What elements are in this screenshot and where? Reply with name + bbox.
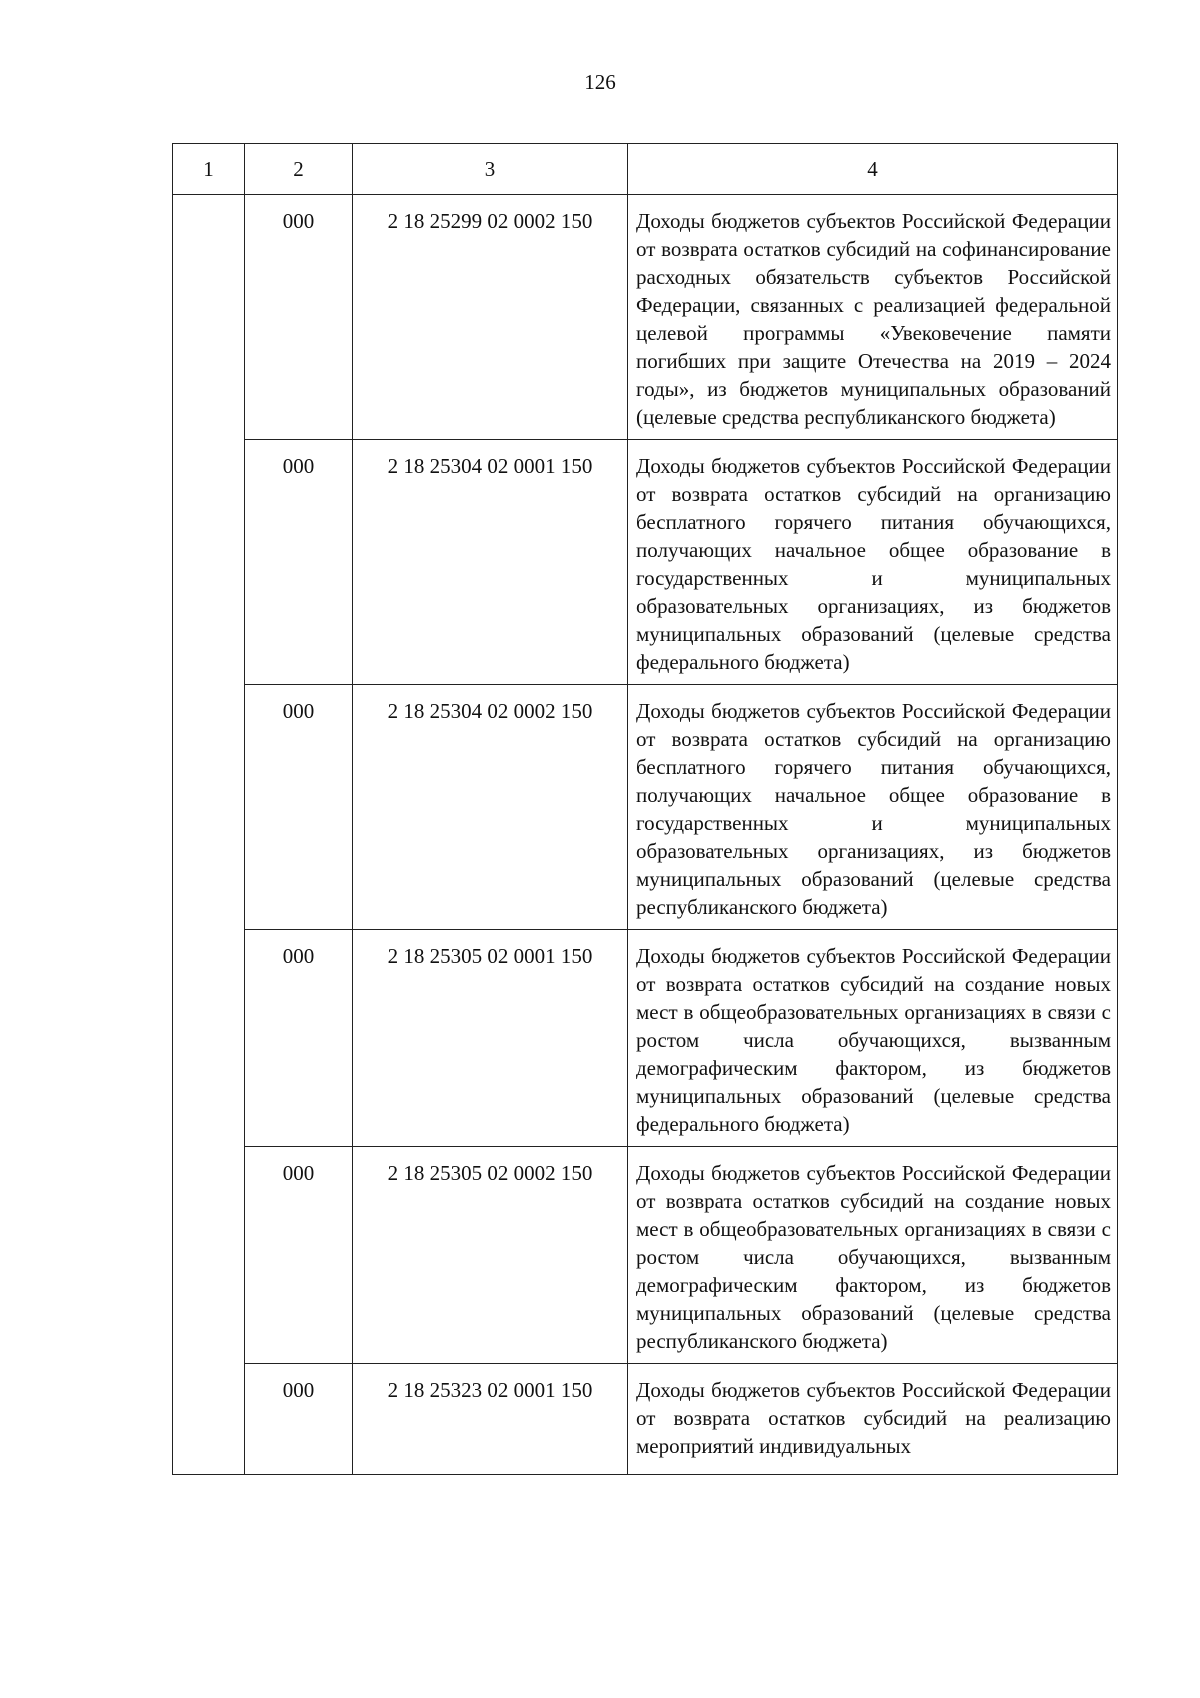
admin-code-cell: 000 [245, 1147, 353, 1364]
budget-code-cell: 2 18 25305 02 0001 150 [353, 930, 628, 1147]
table-row [173, 440, 1118, 685]
budget-revenue-table [172, 143, 1118, 1475]
header-col-1: 1 [173, 144, 245, 195]
table-row [173, 930, 1118, 1147]
empty-cell-col-1 [173, 685, 245, 930]
description-cell: Доходы бюджетов субъектов Российской Федерации от возврата остатков субсидий на создание новых мест в общеобразовательных организациях в связи с ростом числа обучающихся, вызванным демографическим фактором, из бюджетов муниципальных образований (целевые средства республиканского бюджета) [628, 1147, 1118, 1364]
header-col-2: 2 [245, 144, 353, 195]
description-cell: Доходы бюджетов субъектов Российской Федерации от возврата остатков субсидий на организацию бесплатного горячего питания обучающихся, получающих начальное общее образование в государственных и муниципальных образовательных организациях, из бюджетов муниципальных образований (целевые средства федерального бюджета) [628, 440, 1118, 685]
description-cell: Доходы бюджетов субъектов Российской Федерации от возврата остатков субсидий на софинансирование расходных обязательств субъектов Российской Федерации, связанных с реализацией федеральной целевой программы «Увековечение памяти погибших при защите Отечества на 2019 – 2024 годы», из бюджетов муниципальных образований (целевые средства республиканского бюджета) [628, 195, 1118, 440]
admin-code-cell: 000 [245, 440, 353, 685]
empty-cell-col-1 [173, 930, 245, 1147]
table-row [173, 685, 1118, 930]
header-col-4: 4 [628, 144, 1118, 195]
table-row [173, 195, 1118, 440]
admin-code-cell: 000 [245, 685, 353, 930]
budget-code-cell: 2 18 25305 02 0002 150 [353, 1147, 628, 1364]
empty-cell-col-1 [173, 195, 245, 440]
table-body [173, 195, 1118, 1475]
table-row [173, 1364, 1118, 1475]
page-number: 126 [584, 70, 616, 94]
table-row [173, 1147, 1118, 1364]
budget-code-cell: 2 18 25304 02 0002 150 [353, 685, 628, 930]
header-col-3: 3 [353, 144, 628, 195]
empty-cell-col-1 [173, 1147, 245, 1364]
budget-code-cell: 2 18 25304 02 0001 150 [353, 440, 628, 685]
header-row [173, 144, 1118, 195]
admin-code-cell: 000 [245, 1364, 353, 1475]
description-cell: Доходы бюджетов субъектов Российской Федерации от возврата остатков субсидий на организацию бесплатного горячего питания обучающихся, получающих начальное общее образование в государственных и муниципальных образовательных организациях, из бюджетов муниципальных образований (целевые средства республиканского бюджета) [628, 685, 1118, 930]
empty-cell-col-1 [173, 1364, 245, 1475]
description-cell [628, 1364, 1118, 1475]
budget-code-cell: 2 18 25299 02 0002 150 [353, 195, 628, 440]
table-header [173, 144, 1118, 195]
budget-code-cell: 2 18 25323 02 0001 150 [353, 1364, 628, 1475]
description-text: Доходы бюджетов субъектов Российской Федерации от возврата остатков субсидий на реализацию мероприятий индивидуальных [636, 1378, 1111, 1458]
admin-code-cell: 000 [245, 930, 353, 1147]
empty-cell-col-1 [173, 440, 245, 685]
description-cell: Доходы бюджетов субъектов Российской Федерации от возврата остатков субсидий на создание новых мест в общеобразовательных организациях в связи с ростом числа обучающихся, вызванным демографическим фактором, из бюджетов муниципальных образований (целевые средства федерального бюджета) [628, 930, 1118, 1147]
admin-code-cell: 000 [245, 195, 353, 440]
